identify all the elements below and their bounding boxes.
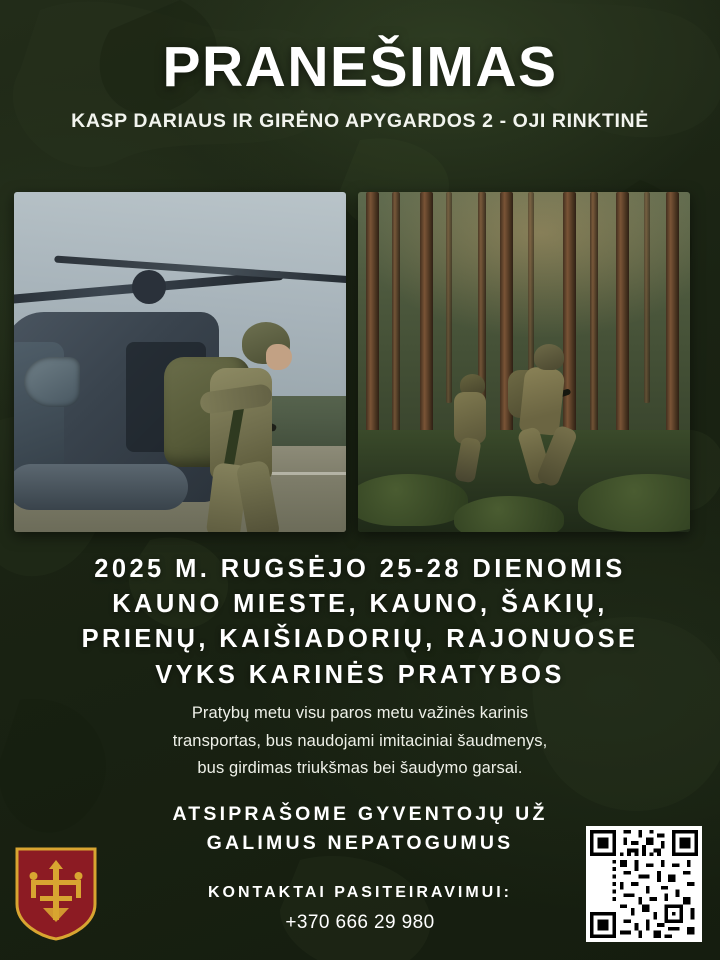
pine-trunk xyxy=(616,192,629,457)
pine-trunk xyxy=(644,192,650,403)
page-title: PRANEŠIMAS xyxy=(162,35,558,99)
pine-trunk xyxy=(420,192,433,457)
description-line: bus girdimas triukšmas bei šaudymo garsai. xyxy=(197,759,523,778)
photo-row xyxy=(14,192,706,532)
unit-subtitle: KASP DARIAUS IR GIRĖNO APYGARDOS 2 - OJI RINKTINĖ xyxy=(71,110,649,133)
kasp-unit-emblem xyxy=(14,846,98,942)
contact-label: KONTAKTAI PASITEIRAVIMUI: xyxy=(207,884,513,901)
exercise-description xyxy=(0,700,720,783)
soldier-boarding-helicopter-photo xyxy=(14,192,346,532)
headline-line: KAUNO MIESTE, KAUNO, ŠAKIŲ, xyxy=(112,590,608,619)
soldiers-in-forest-photo xyxy=(358,192,690,532)
forest-soldier-2-torso xyxy=(454,392,486,444)
poster-header xyxy=(0,35,720,133)
helicopter-cockpit-window xyxy=(24,357,80,407)
headline-line: VYKS KARINĖS PRATYBOS xyxy=(155,660,565,689)
forest-sunlight-glow xyxy=(358,192,690,379)
description-line: transportas, bus naudojami imitaciniai šaudmenys, xyxy=(172,731,548,750)
apology-line: ATSIPRAŠOME GYVENTOJŲ UŽ xyxy=(172,803,548,825)
pine-trunk xyxy=(446,192,452,403)
undergrowth-bush xyxy=(358,474,468,526)
description-line: Pratybų metu visu paros metu važinės karinis xyxy=(191,704,529,722)
undergrowth-bush xyxy=(578,474,690,532)
headline-line: PRIENŲ, KAIŠIADORIŲ, RAJONUOSE xyxy=(81,625,639,654)
exercise-headline xyxy=(0,552,720,693)
pine-trunk xyxy=(563,192,576,457)
helicopter-rotor-hub xyxy=(132,270,166,304)
pine-trunk xyxy=(666,192,679,457)
pine-trunk xyxy=(392,192,400,457)
contact-phone[interactable]: +370 666 29 980 xyxy=(285,912,435,933)
pine-trunk xyxy=(590,192,598,457)
pine-trunk xyxy=(366,192,379,457)
forest-soldier-1-helmet xyxy=(534,344,564,370)
pine-trunk xyxy=(500,192,513,457)
headline-line: 2025 M. RUGSĖJO 25-28 DIENOMIS xyxy=(94,555,626,583)
soldier-face xyxy=(266,344,292,370)
helicopter-fuel-tank xyxy=(14,464,188,510)
qr-code[interactable] xyxy=(586,826,702,942)
apology-line: GALIMUS NEPATOGUMUS xyxy=(206,831,514,854)
undergrowth-bush xyxy=(454,496,564,532)
forest-soldier-1-torso xyxy=(519,366,566,436)
